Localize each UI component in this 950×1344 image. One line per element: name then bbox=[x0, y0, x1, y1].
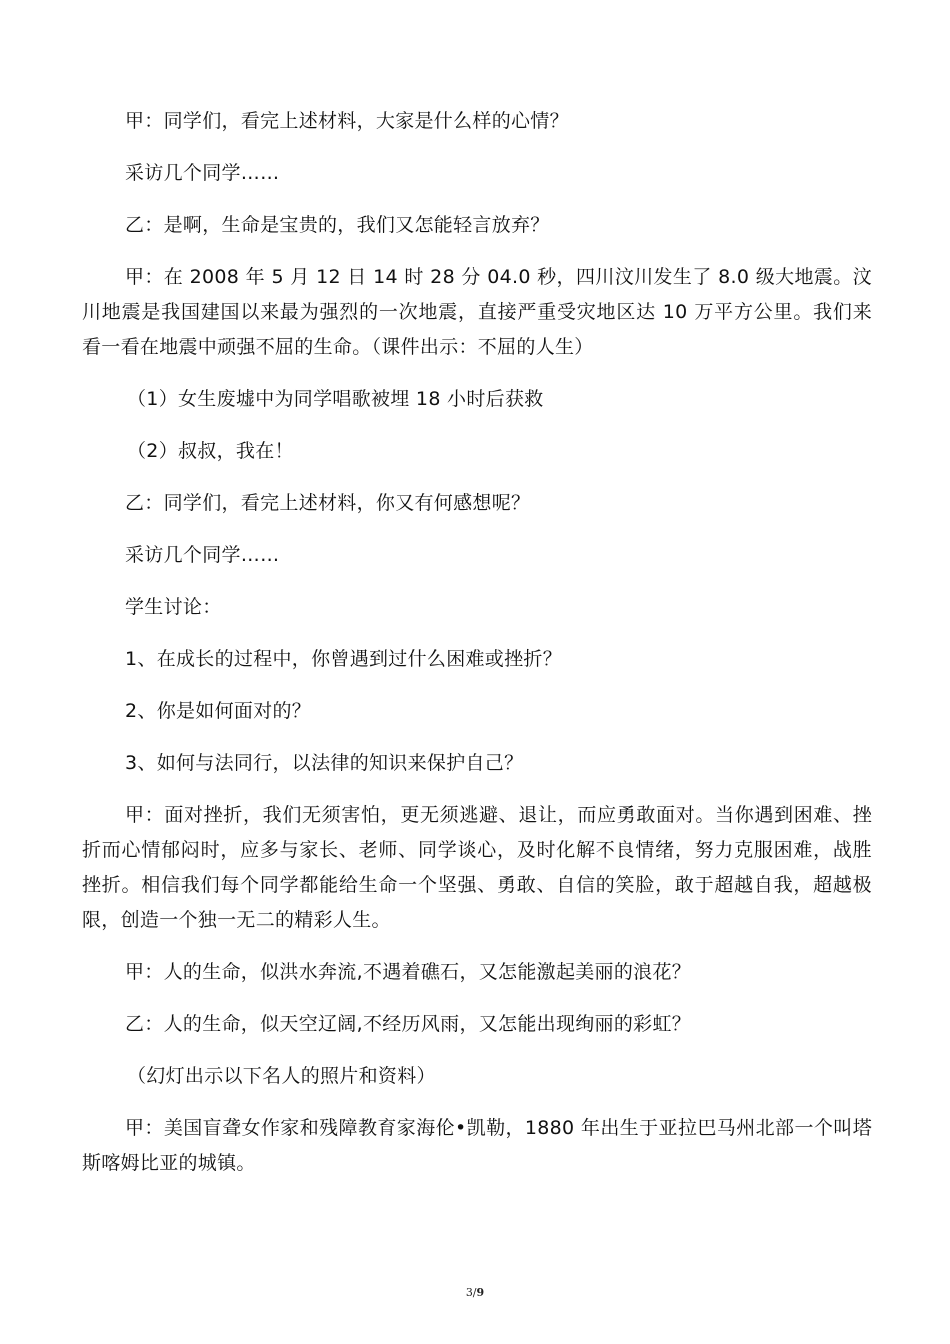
paragraph-16: （幻灯出示以下名人的照片和资料） bbox=[127, 1065, 436, 1087]
paragraph-6: （2）叔叔，我在！ bbox=[127, 440, 294, 462]
paragraph-2: 采访几个同学…… bbox=[125, 162, 280, 184]
paragraph-1: 甲：同学们，看完上述材料，大家是什么样的心情？ bbox=[125, 110, 569, 132]
paragraph-9: 学生讨论： bbox=[125, 596, 222, 618]
page-number-total: 9 bbox=[476, 1286, 485, 1299]
paragraph-14: 甲：人的生命，似洪水奔流,不遇着礁石，又怎能激起美丽的浪花？ bbox=[125, 961, 692, 983]
paragraph-3: 乙：是啊，生命是宝贵的，我们又怎能轻言放弃？ bbox=[125, 214, 550, 236]
paragraph-11: 2、你是如何面对的？ bbox=[125, 700, 312, 722]
paragraph-8: 采访几个同学…… bbox=[125, 544, 280, 566]
paragraph-10: 1、在成长的过程中，你曾遇到过什么困难或挫折？ bbox=[125, 648, 562, 670]
paragraph-5: （1）女生废墟中为同学唱歌被埋 18 小时后获救 bbox=[127, 388, 544, 410]
paragraph-13: 甲：面对挫折，我们无须害怕，更无须逃避、退让，而应勇敢面对。当你遇到困难、挫折而心情郁闷时，应多与家长、老师、同学谈心，及时化解不良情绪，努力克服困难，战胜挫折。相信我们每个同学都能给生命一个坚强、勇敢、自信的笑脸，敢于超越自我，超越极限，创造一个独一无二的精彩人生。 bbox=[82, 804, 872, 931]
page-number bbox=[0, 1286, 950, 1299]
paragraph-12: 3、如何与法同行，以法律的知识来保护自己？ bbox=[125, 752, 524, 774]
paragraph-7: 乙：同学们，看完上述材料，你又有何感想呢？ bbox=[125, 492, 531, 514]
paragraph-4: 甲：在 2008 年 5 月 12 日 14 时 28 分 04.0 秒，四川汶川发生了 8.0 级大地震。汶川地震是我国建国以来最为强烈的一次地震，直接严重受灾地区达 10 万平方公里。我们来看一看在地震中顽强不屈的生命。（课件出示：不屈的人生） bbox=[82, 266, 872, 358]
paragraph-15: 乙：人的生命，似天空辽阔,不经历风雨，又怎能出现绚丽的彩虹？ bbox=[125, 1013, 692, 1035]
document-body bbox=[82, 104, 872, 1198]
paragraph-17: 甲：美国盲聋女作家和残障教育家海伦•凯勒，1880 年出生于亚拉巴马州北部一个叫塔斯喀姆比亚的城镇。 bbox=[82, 1117, 872, 1174]
page-number-current: 3/ bbox=[465, 1286, 477, 1299]
